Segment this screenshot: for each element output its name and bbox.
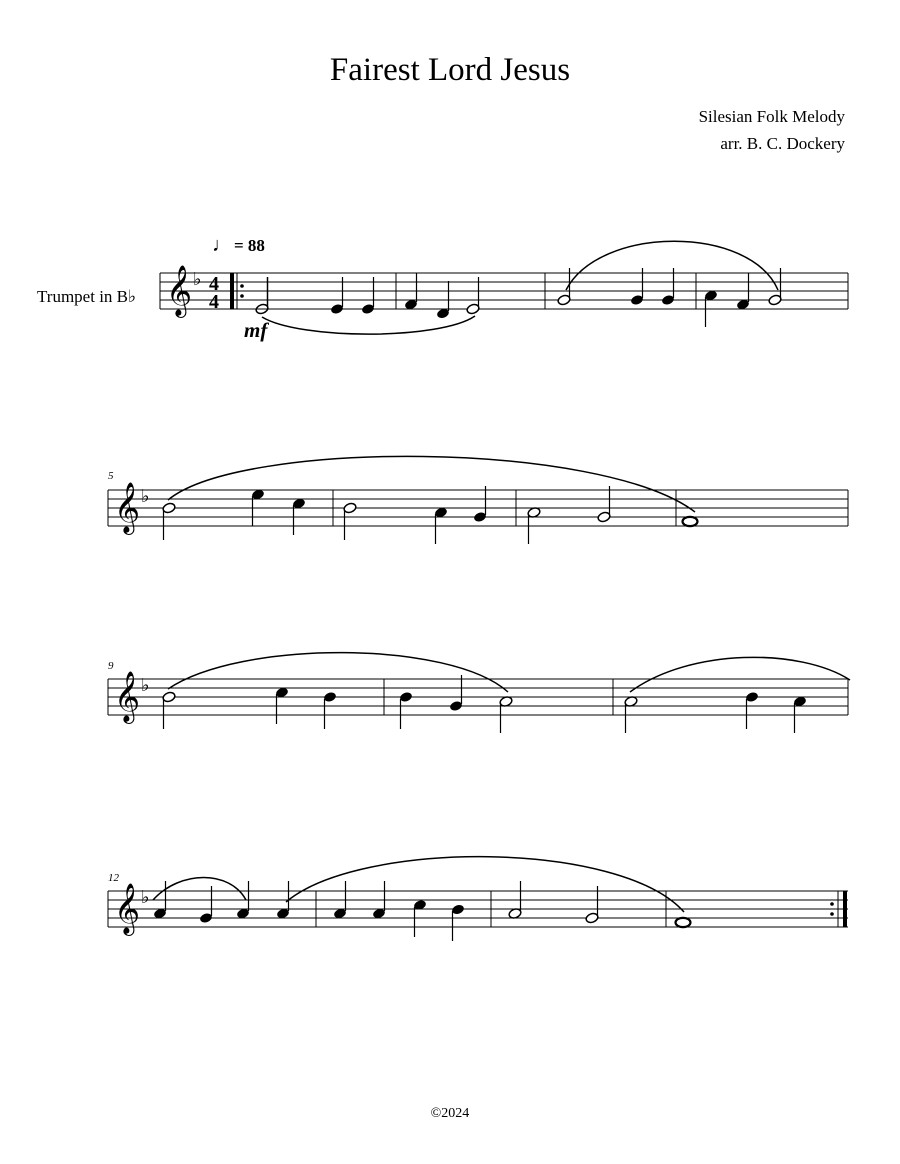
slur (630, 657, 850, 692)
flat-icon: ♭ (193, 269, 202, 290)
composer: Silesian Folk Melody (698, 107, 845, 126)
note (704, 290, 718, 327)
note (585, 886, 599, 924)
flat-icon: ♭ (141, 675, 150, 696)
note (557, 268, 571, 306)
note (793, 696, 807, 733)
treble-clef-icon: 𝄞 (114, 482, 141, 533)
treble-clef-icon: 𝄞 (166, 265, 193, 316)
note (683, 517, 698, 526)
time-signature-bottom: 4 (209, 291, 219, 313)
note (275, 687, 289, 724)
slur (262, 316, 475, 334)
note (330, 277, 344, 315)
note (361, 277, 375, 315)
note (466, 277, 480, 315)
note (527, 507, 541, 544)
note (343, 502, 357, 540)
flat-icon: ♭ (141, 887, 150, 908)
time-signature-top: 4 (209, 273, 219, 295)
page-title: Fairest Lord Jesus (329, 52, 571, 88)
note (499, 696, 513, 733)
slur (168, 653, 508, 692)
note (768, 268, 782, 306)
note (162, 502, 176, 540)
treble-clef-icon: 𝄞 (114, 671, 141, 722)
note (624, 696, 638, 733)
staff-system-3 (108, 653, 850, 733)
note (449, 675, 463, 712)
measure-number: 5 (108, 470, 114, 482)
note (630, 268, 644, 306)
staff-system-4 (108, 857, 848, 941)
note (254, 277, 270, 315)
tempo-bpm: = 88 (234, 236, 265, 255)
arranger: arr. B. C. Dockery (720, 134, 845, 153)
instrument-label: Trumpet in B♭ (37, 287, 137, 306)
slur (566, 241, 778, 290)
treble-clef-icon: 𝄞 (114, 883, 141, 934)
slur (153, 878, 246, 901)
note (399, 691, 413, 729)
note (251, 489, 265, 526)
dynamic-mf: mf (244, 318, 268, 342)
note (434, 507, 448, 544)
flat-icon: ♭ (141, 486, 150, 507)
note (676, 918, 691, 927)
quarter-note-icon: ♩ (212, 234, 232, 256)
measure-number: 9 (108, 660, 114, 672)
note (661, 268, 675, 306)
note (736, 273, 750, 310)
staff-system-2 (108, 456, 848, 544)
note (597, 486, 611, 523)
staff-system-1 (160, 241, 848, 334)
note (162, 691, 176, 729)
slur (168, 456, 695, 512)
note (323, 691, 337, 729)
note (451, 904, 465, 941)
note (404, 273, 418, 310)
note (745, 691, 759, 729)
note (292, 498, 306, 535)
note (473, 486, 487, 523)
note (199, 886, 213, 924)
copyright: ©2024 (430, 1106, 470, 1121)
measure-number: 12 (108, 872, 119, 884)
